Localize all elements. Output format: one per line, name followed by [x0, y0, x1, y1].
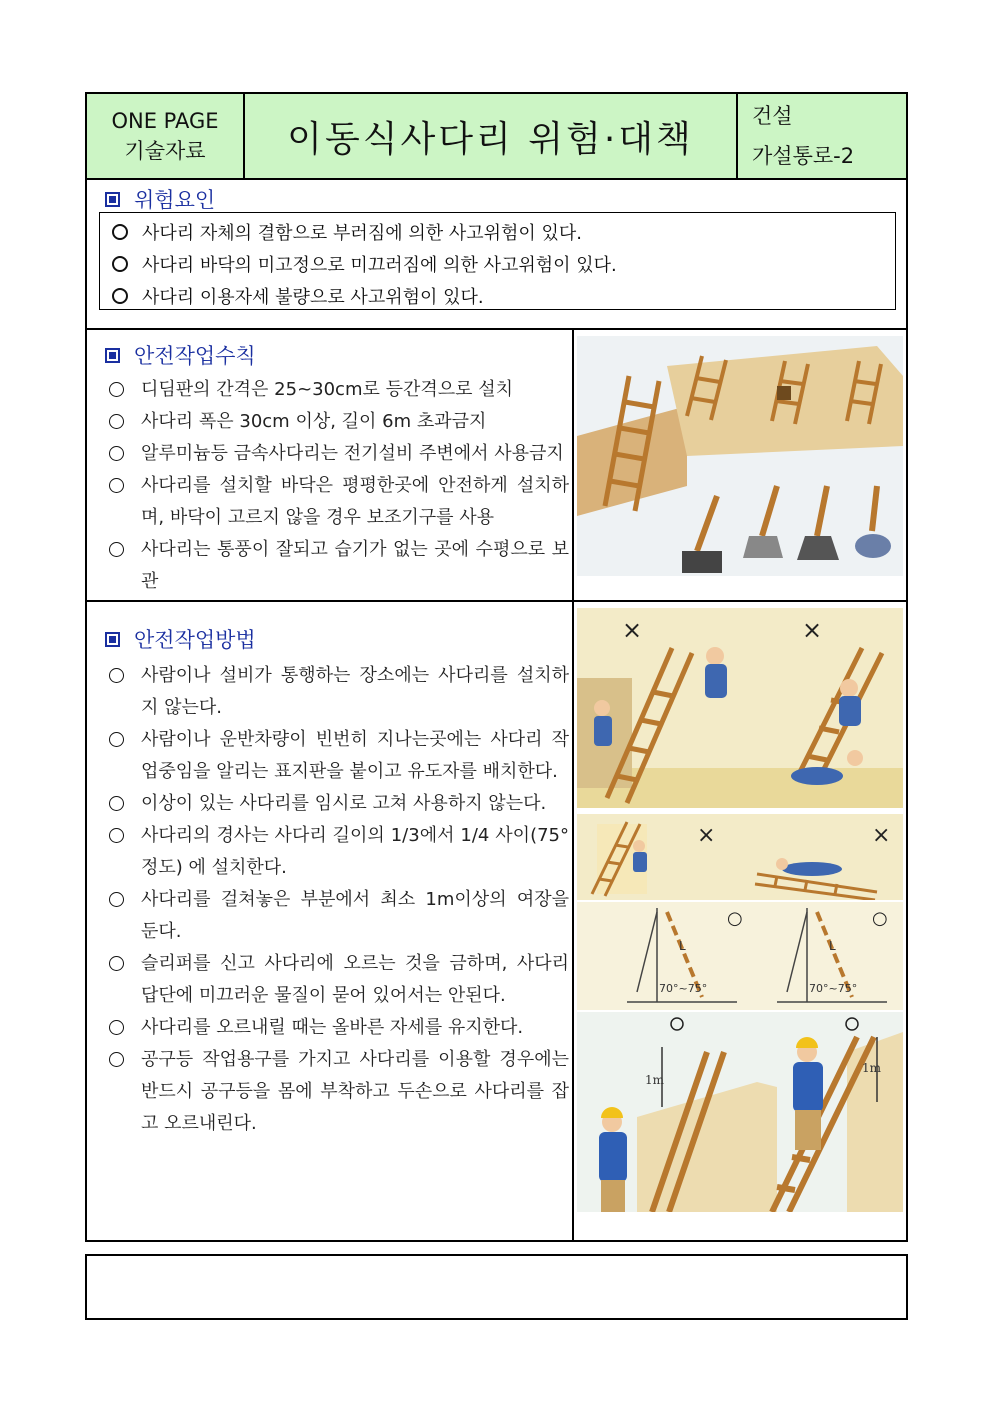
column-divider [572, 330, 574, 600]
wrong-mark: × [872, 823, 891, 848]
header-category-line1: 건설 [752, 104, 793, 128]
risk-item-text: 사다리 자체의 결함으로 부러짐에 의한 사고위험이 있다. [142, 223, 582, 244]
length-label: L [679, 939, 686, 953]
height-label: 1m [645, 1073, 665, 1087]
circle-bullet-icon [109, 956, 124, 971]
circle-bullet-icon [109, 892, 124, 907]
circle-bullet-icon [109, 446, 124, 461]
list-item [109, 1044, 569, 1140]
climbing-worker-illustration [577, 1012, 903, 1212]
methods-list [109, 660, 569, 1140]
right-mark: ○ [727, 908, 743, 929]
rules-section [87, 330, 906, 602]
list-item [109, 948, 569, 1012]
circle-bullet-icon [109, 1020, 124, 1035]
rule-item-text: 디딤판의 간격은 25~30cm로 등간격으로 설치 [141, 379, 514, 400]
header [87, 94, 906, 180]
length-label: L [829, 939, 836, 953]
methods-section [87, 602, 906, 1240]
header-label-line1: ONE PAGE [111, 109, 219, 133]
circle-bullet-icon [112, 288, 128, 304]
document-sheet [85, 92, 908, 1242]
ladder-angle-illustration [577, 902, 903, 1010]
methods-section-title: 안전작업방법 [134, 628, 256, 652]
footer-box [85, 1254, 908, 1320]
method-item-text: 사람이나 운반차량이 빈번히 지나는곳에는 사다리 작업중임을 알리는 표지판을 붙이고 유도자를 배치한다. [141, 729, 569, 782]
list-item [109, 534, 569, 598]
circle-bullet-icon [109, 732, 124, 747]
list-item [112, 216, 895, 248]
page-title-text: 이동식사다리 위험·대책 [287, 118, 694, 160]
risk-item-text: 사다리 이용자세 불량으로 사고위험이 있다. [142, 287, 484, 308]
list-item [109, 820, 569, 884]
list-item [112, 280, 895, 312]
page-title [245, 94, 738, 178]
square-bullet-icon [105, 192, 120, 207]
header-label-line2: 기술자료 [124, 139, 206, 163]
header-label [87, 94, 245, 178]
ladder-installation-illustration [577, 336, 903, 576]
rule-item-text: 사다리는 통풍이 잘되고 습기가 없는 곳에 수평으로 보관 [141, 539, 569, 592]
method-item-text: 이상이 있는 사다리를 임시로 고쳐 사용하지 않는다. [141, 793, 547, 814]
sliding-ladder-illustration [577, 814, 903, 900]
header-category [738, 94, 906, 178]
method-item-text: 사람이나 설비가 통행하는 장소에는 사다리를 설치하지 않는다. [141, 665, 569, 718]
risk-section-title: 위험요인 [134, 188, 216, 212]
method-item-text: 공구등 작업용구를 가지고 사다리를 이용할 경우에는 반드시 공구등을 몸에 부착하고 두손으로 사다리를 잡고 오르내린다. [141, 1049, 569, 1134]
list-item [109, 406, 569, 438]
list-item [109, 660, 569, 724]
list-item [112, 248, 895, 280]
column-divider [572, 602, 574, 1240]
circle-bullet-icon [109, 668, 124, 683]
list-item [109, 374, 569, 406]
header-category-line2: 가설통로-2 [752, 144, 855, 168]
risk-item-text: 사다리 바닥의 미고정으로 미끄러짐에 의한 사고위험이 있다. [142, 255, 617, 276]
rule-item-text: 사다리 폭은 30cm 이상, 길이 6m 초과금지 [141, 411, 487, 432]
rules-section-title: 안전작업수칙 [134, 344, 256, 368]
falling-worker-illustration [577, 608, 903, 808]
method-item-text: 사다리를 오르내릴 때는 올바른 자세를 유지한다. [141, 1017, 524, 1038]
method-item-text: 슬리퍼를 신고 사다리에 오르는 것을 금하며, 사다리 답단에 미끄러운 물질이 묻어 있어서는 안된다. [141, 953, 569, 1006]
circle-bullet-icon [109, 796, 124, 811]
methods-section-heading [105, 624, 256, 654]
list-item [109, 438, 569, 470]
circle-bullet-icon [109, 382, 124, 397]
ladder-installation-graphic [577, 336, 903, 576]
method-item-text: 사다리의 경사는 사다리 길이의 1/3에서 1/4 사이(75°정도) 에 설치한다. [141, 825, 569, 878]
list-item [109, 884, 569, 948]
method-item-text: 사다리를 걸쳐놓은 부분에서 최소 1m이상의 여장을 둔다. [141, 889, 569, 942]
wrong-mark: × [802, 616, 823, 644]
list-item [109, 1012, 569, 1044]
square-bullet-icon [105, 348, 120, 363]
rules-section-heading [105, 340, 256, 370]
height-label: 1m [862, 1061, 882, 1075]
risk-section-heading [105, 184, 215, 214]
circle-bullet-icon [112, 256, 128, 272]
circle-bullet-icon [109, 542, 124, 557]
rule-item-text: 사다리를 설치할 바닥은 평평한곳에 안전하게 설치하며, 바닥이 고르지 않을 경우 보조기구를 사용 [141, 475, 569, 528]
wrong-mark: × [697, 823, 716, 848]
circle-bullet-icon [109, 478, 124, 493]
angle-label: 70°~75° [809, 982, 858, 995]
right-mark: ○ [872, 908, 888, 929]
list-item [109, 724, 569, 788]
wrong-mark: × [622, 616, 643, 644]
circle-bullet-icon [109, 828, 124, 843]
list-item [109, 788, 569, 820]
circle-bullet-icon [109, 414, 124, 429]
square-bullet-icon [105, 632, 120, 647]
angle-label: 70°~75° [659, 982, 708, 995]
risk-box [99, 212, 896, 310]
rules-list [109, 374, 569, 598]
circle-bullet-icon [109, 1052, 124, 1067]
circle-bullet-icon [112, 224, 128, 240]
risk-section [87, 180, 906, 330]
list-item [109, 470, 569, 534]
rule-item-text: 알루미늄등 금속사다리는 전기설비 주변에서 사용금지 [141, 443, 564, 464]
